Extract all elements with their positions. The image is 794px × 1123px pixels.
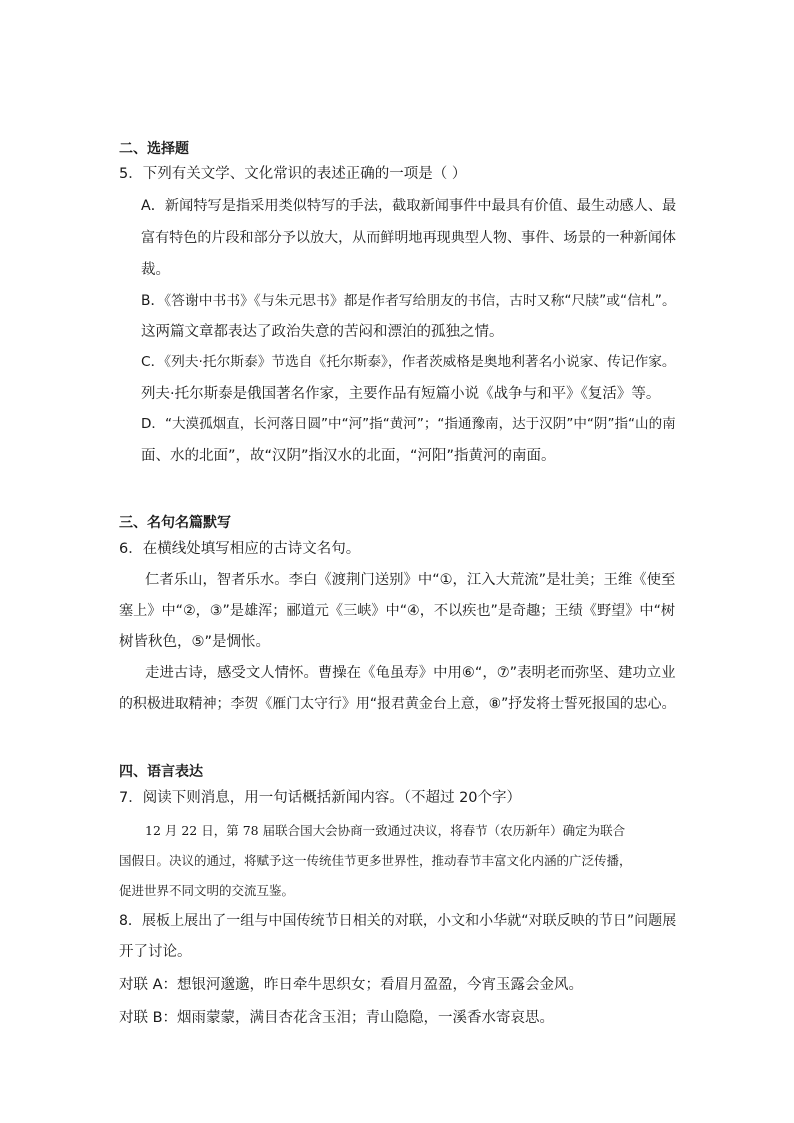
option-a-line-3: 裁。 xyxy=(141,262,170,278)
question-5-stem: 5．下列有关文学、文化常识的表述正确的一项是（ ） xyxy=(119,166,467,182)
question-8-stem-line-2: 开了讨论。 xyxy=(119,944,192,960)
section2-heading: 二、选择题 xyxy=(119,141,189,157)
q7-news-line-3: 促进世界不同文明的交流互鉴。 xyxy=(119,883,295,898)
option-b-line-2: 这两篇文章都表达了政治失意的苦闷和漂泊的孤独之情。 xyxy=(141,324,504,340)
option-b-line-1: B．《答谢中书书》《与朱元思书》都是作者写给朋友的书信，古时又称“尺牍”或“信札”。 xyxy=(141,293,676,309)
q6-paragraph2-line-1: 走进古诗，感受文人情怀。曹操在《龟虽寿》中用⑥“，⑦”表明老而弥坚、建功立业 xyxy=(145,665,676,681)
couplet-b: 对联 B：烟雨蒙蒙，满目杏花含玉泪；青山隐隐，一溪香水寄哀思。 xyxy=(119,1010,555,1026)
q7-news-line-2: 国假日。决议的通过，将赋予这一传统佳节更多世界性，推动春节丰富文化内涵的广泛传播， xyxy=(119,853,632,868)
q6-paragraph1-line-1: 仁者乐山，智者乐水。李白《渡荆门送别》中“①，江入大荒流”是壮美；王维《使至 xyxy=(145,572,676,588)
section3-heading: 三、名句名篇默写 xyxy=(119,515,231,531)
q6-paragraph1-line-3: 树皆秋色，⑤”是惆怅。 xyxy=(119,634,271,650)
option-d-line-2: 面、水的北面”，故“汉阴”指汉水的北面，“河阳”指黄河的南面。 xyxy=(141,448,556,464)
option-a-line-2: 富有特色的片段和部分予以放大，从而鲜明地再现典型人物、事件、场景的一种新闻体 xyxy=(141,230,676,246)
option-d-line-1: D．“大漠孤烟直，长河落日圆”中“河”指“黄河”；“指通豫南，达于汉阴”中“阴”指“山的南 xyxy=(141,416,676,432)
option-c-line-1: C．《列夫·托尔斯泰》节选自《托尔斯泰》，作者茨威格是奥地利著名小说家、传记作家。 xyxy=(141,354,676,370)
section4-heading: 四、语言表达 xyxy=(119,764,203,780)
question-8-stem-line-1: 8．展板上展出了一组与中国传统节日相关的对联，小文和小华就“对联反映的节日”问题展 xyxy=(119,913,677,929)
couplet-a: 对联 A：想银河邈邈，昨日牵牛思织女；看眉月盈盈，今宵玉露会金风。 xyxy=(119,977,584,993)
q6-paragraph2-line-2: 的积极进取精神；李贺《雁门太守行》用“报君黄金台上意，⑧”抒发将士誓死报国的忠心。 xyxy=(119,696,676,712)
option-a-line-1: A．新闻特写是指采用类似特写的手法，截取新闻事件中最具有价值、最生动感人、最 xyxy=(141,198,677,214)
q6-paragraph1-line-2: 塞上》中“②，③”是雄浑；郦道元《三峡》中“④，不以疾也”是奇趣；王绩《野望》中“树 xyxy=(119,603,676,619)
q7-news-line-1: 12 月 22 日，第 78 届联合国大会协商一致通过决议，将春节（农历新年）确定为联合 xyxy=(145,823,626,838)
question-7-stem: 7．阅读下则消息，用一句话概括新闻内容。（不超过 20个字） xyxy=(119,790,522,806)
option-c-line-2: 列夫·托尔斯泰是俄国著名作家，主要作品有短篇小说《战争与和平》《复活》等。 xyxy=(141,386,661,402)
question-6-stem: 6．在横线处填写相应的古诗文名句。 xyxy=(119,541,361,557)
